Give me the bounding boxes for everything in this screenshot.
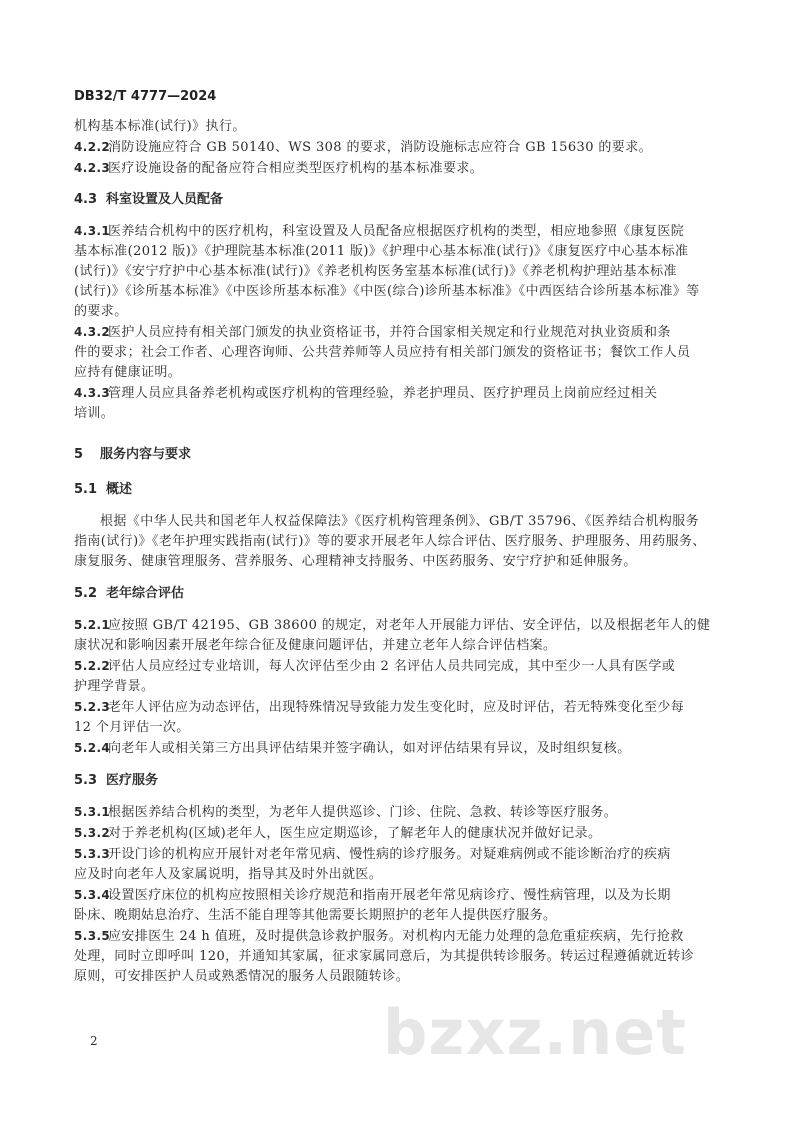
chapter-heading-5: 5 服务内容与要求 [74,447,192,462]
clause-4-2-2: 4.2.2消防设施应符合 GB 50140、WS 308 的要求，消防设施标志应符合 GB 15630 的要求。 [74,140,652,155]
clause-5-2-2: 5.2.2评估人员应经过专业培训，每人次评估至少由 2 名评估人员共同完成，其中至少一人具有医学或 护理学背景。 [74,659,676,694]
clause-5-2-1: 5.2.1应按照 GB/T 42195、GB 38600 的规定，对老年人开展能力评估、安全评估，以及根据老年人的健 康状况和影响因素开展老年综合征及健康问题评估，并建立老年人综合评估档案。 [74,618,711,653]
standard-code: DB32/T 4777—2024 [74,89,217,104]
section-heading-4-3: 4.3 科室设置及人员配备 [74,192,224,207]
clause-5-3-5: 5.3.5应安排医生 24 h 值班，及时提供急诊救护服务。对机构内无能力处理的急危重症疾病，先行抢救 处理，同时立即呼叫 120，并通知其家属，征求家属同意后，为其提供转诊服务。转运过程遵循就近转诊 原则，可安排医护人员或熟悉情况的服务人员跟随转诊。 [74,929,695,984]
clause-5-3-3: 5.3.3开设门诊的机构应开展针对老年常见病、慢性病的诊疗服务。对疑难病例或不能诊断治疗的疾病 应及时向老年人及家属说明，指导其及时外出就医。 [74,847,671,882]
section-heading-5-2: 5.2 老年综合评估 [74,586,185,601]
clause-4-3-3: 4.3.3管理人员应具备养老机构或医疗机构的管理经验，养老护理员、医疗护理员上岗前应经过相关 培训。 [74,386,658,421]
clause-4-3-1: 4.3.1医养结合机构中的医疗机构，科室设置及人员配备应根据医疗机构的类型，相应地参照《康复医院 基本标准(2012 版)》《护理院基本标准(2011 版)》《护理中心基本标准(试行)》《康复医疗中心基本标准 (试行)》《安宁疗护中心基本标准(试行)》《养老机构医务室基本标准(试行)》《养老机构护理站基本标准 (试行)》《诊所基本标准》《中医诊所基本标准》《中医(综合)诊所基本标准》《中西医结合诊所基本标准》等 的要求。 [74,224,700,319]
page-number: 2 [90,1034,98,1048]
clause-5-2-3: 5.2.3老年人评估应为动态评估，出现特殊情况导致能力发生变化时，应及时评估，若无特殊变化至少每 12 个月评估一次。 [74,700,685,735]
watermark: bzxz.net [383,996,687,1069]
section-heading-5-3: 5.3 医疗服务 [74,773,159,788]
clause-4-3-2: 4.3.2医护人员应持有相关部门颁发的执业资格证书，并符合国家相关规定和行业规范对执业资质和条 件的要求；社会工作者、心理咨询师、公共营养师等人员应持有相关部门颁发的资格证书；餐饮工作人员 应持有健康证明。 [74,325,691,380]
clause-5-3-2: 5.3.2对于养老机构(区域)老年人，医生应定期巡诊，了解老年人的健康状况并做好记录。 [74,826,602,841]
section-heading-5-1: 5.1 概述 [74,482,133,497]
clause-5-3-1: 5.3.1根据医养结合机构的类型，为老年人提供巡诊、门诊、住院、急救、转诊等医疗服务。 [74,805,618,820]
page-content [74,117,724,987]
clause-5-2-4: 5.2.4向老年人或相关第三方出具评估结果并签字确认，如对评估结果有异议，及时组织复核。 [74,741,631,756]
overview-paragraph: 根据《中华人民共和国老年人权益保障法》《医疗机构管理条例》、GB/T 35796、《医养结合机构服务 指南(试行)》《老年护理实践指南(试行)》等的要求开展老年人综合评估、医疗服务、护理服务、用药服务、 康复服务、健康管理服务、营养服务、心理精神支持服务、中医药服务、安宁疗护和延伸服务。 [74,514,706,569]
clause-5-3-4: 5.3.4设置医疗床位的机构应按照相关诊疗规范和指南开展老年常见病诊疗、慢性病管理，以及为长期 卧床、晚期姑息治疗、生活不能自理等其他需要长期照护的老年人提供医疗服务。 [74,888,671,923]
continuation-line: 机构基本标准(试行)》执行。 [74,119,246,134]
clause-4-2-3: 4.2.3医疗设施设备的配备应符合相应类型医疗机构的基本标准要求。 [74,161,484,176]
